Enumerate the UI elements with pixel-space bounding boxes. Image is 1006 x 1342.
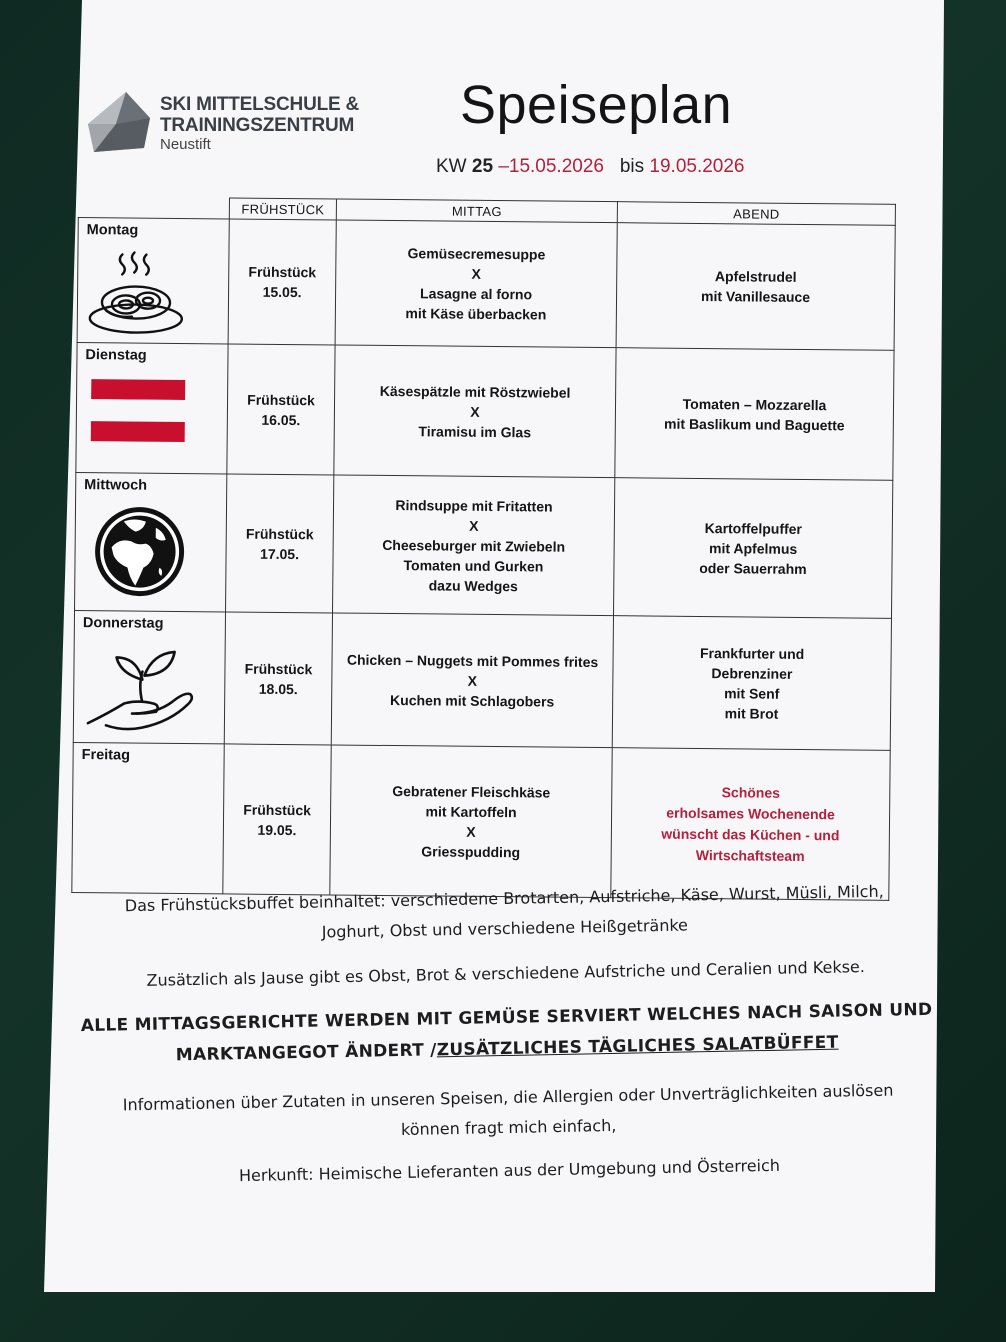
- fruehstueck-date: 19.05.: [257, 821, 297, 838]
- logo-location: Neustift: [160, 136, 211, 153]
- day-cell: [76, 342, 228, 473]
- mittag-line: Tiramisu im Glas: [418, 422, 532, 440]
- day-name: Dienstag: [85, 347, 147, 364]
- mittag-line: Tomaten und Gurken: [403, 556, 544, 574]
- logo-name-line2: TRAININGSZENTRUM: [160, 115, 355, 136]
- fruehstueck-cell: [224, 612, 332, 745]
- buffet-note-line1: Das Frühstücksbuffet beinhaltet: verschiedene Brotarten, Aufstriche, Käse, Wurst, Müsli, Milch,: [124, 881, 884, 916]
- abend-line: Apfelstrudel: [714, 268, 797, 285]
- page-title: Speiseplan: [460, 75, 733, 135]
- salad-buffet-note: ZUSÄTZLICHES TÄGLICHES SALATBÜFFET: [436, 1032, 839, 1061]
- day-name: Freitag: [81, 747, 131, 764]
- buffet-note-line2: Joghurt, Obst und verschiedene Heißgetränke: [321, 915, 689, 942]
- vegetable-note-line2: MARKTANGEGOT ÄNDERT /: [175, 1040, 437, 1066]
- fruehstueck-label: Frühstück: [244, 660, 313, 677]
- day-name: Donnerstag: [82, 615, 164, 632]
- abend-line: Debrenziner: [711, 664, 793, 682]
- column-mittag: MITTAG: [336, 199, 617, 223]
- mittag-line: X: [469, 517, 479, 534]
- fruehstueck-date: 15.05.: [262, 283, 302, 301]
- logo-name-line1: SKI MITTELSCHULE &: [160, 94, 360, 115]
- origin-note: Herkunft: Heimische Lieferanten aus der Umgebung und Österreich: [238, 1155, 781, 1186]
- abend-line: mit Vanillesauce: [701, 287, 811, 306]
- abend-cell: [616, 223, 895, 351]
- day-cell: [77, 218, 229, 344]
- column-fruehstueck: FRÜHSTÜCK: [229, 198, 336, 220]
- day-cell: [72, 742, 224, 893]
- mittag-line: Rindsuppe mit Fritatten: [395, 496, 553, 515]
- day-cell: [75, 472, 227, 611]
- day-row-mittwoch: [75, 472, 893, 618]
- abend-line: oder Sauerrahm: [699, 559, 807, 577]
- abend-line: mit Baslikum und Baguette: [664, 415, 845, 433]
- fruehstueck-label: Frühstück: [245, 525, 314, 542]
- fruehstueck-cell: [228, 219, 336, 345]
- abend-cell: [613, 478, 892, 619]
- mittag-line: Chicken – Nuggets mit Pommes frites: [346, 651, 599, 670]
- day-name: Mittwoch: [84, 477, 148, 494]
- mittag-line: X: [467, 672, 478, 689]
- abend-line: Frankfurter und: [699, 644, 805, 662]
- fruehstueck-cell: [226, 474, 334, 613]
- mittag-line: X: [471, 265, 482, 282]
- fruehstueck-date: 17.05.: [260, 545, 300, 562]
- weekend-greeting-line: erholsames Wochenende: [666, 804, 835, 822]
- mittag-cell: [330, 745, 612, 898]
- mittag-line: Griesspudding: [421, 842, 521, 860]
- mittag-line: mit Kartoffeln: [425, 802, 517, 820]
- weekend-greeting-line: Schönes: [721, 783, 781, 801]
- fruehstueck-label: Frühstück: [247, 391, 315, 408]
- allergy-note-line1: Informationen über Zutaten in unseren Speisen, die Allergien oder Unverträglichkeiten auslösen: [122, 1080, 894, 1115]
- weekend-greeting-line: wünscht das Küchen - und: [661, 825, 840, 843]
- menu-notes: [74, 876, 940, 1188]
- day-row-freitag: [72, 742, 890, 900]
- day-name: Montag: [86, 222, 139, 239]
- bis-label: bis: [619, 156, 645, 177]
- mountain-logo-icon: [86, 88, 152, 152]
- fruehstueck-cell: [227, 344, 335, 475]
- mittag-line: X: [470, 403, 480, 420]
- mittag-line: Käsespätzle mit Röstzwiebel: [379, 382, 571, 401]
- austria-flag-icon: [91, 375, 192, 446]
- date-to: 19.05.2026: [649, 156, 745, 177]
- fruehstueck-date: 16.05.: [261, 411, 301, 428]
- date-from: –15.05.2026: [498, 156, 604, 177]
- spaghetti-plate-icon: [86, 248, 187, 335]
- weekend-greeting-line: Wirtschaftsteam: [695, 846, 805, 864]
- abend-line: Kartoffelpuffer: [704, 519, 803, 537]
- globe-africa-icon: [93, 505, 190, 602]
- fruehstueck-label: Frühstück: [248, 263, 317, 281]
- kw-number: 25: [471, 156, 494, 177]
- abend-cell: [615, 348, 894, 481]
- mittag-cell: [335, 220, 617, 348]
- school-logo: [86, 88, 396, 158]
- mittag-line: Lasagne al forno: [419, 285, 533, 303]
- hand-plant-icon: [84, 645, 201, 736]
- kw-label: KW: [436, 156, 467, 177]
- mittag-line: Kuchen mit Schlagobers: [390, 691, 555, 710]
- day-cell: [73, 610, 225, 743]
- week-range: [436, 156, 745, 178]
- mittag-line: dazu Wedges: [428, 576, 518, 594]
- abend-line: mit Apfelmus: [708, 539, 798, 557]
- fruehstueck-cell: [223, 744, 331, 895]
- abend-cell: [612, 616, 891, 751]
- mittag-cell: [333, 475, 615, 616]
- vegetable-note: [76, 995, 937, 1073]
- mittag-line: Gemüsecremesuppe: [407, 245, 546, 263]
- column-abend: ABEND: [617, 202, 895, 226]
- fruehstueck-label: Frühstück: [243, 801, 312, 818]
- mittag-line: Cheeseburger mit Zwiebeln: [382, 536, 566, 555]
- allergy-note-line2: können fragt mich einfach,: [400, 1115, 617, 1140]
- abend-line: mit Senf: [724, 684, 780, 702]
- day-row-donnerstag: [73, 610, 891, 750]
- menu-table: [71, 196, 896, 901]
- vegetable-note-line1: ALLE MITTAGSGERICHTE WERDEN MIT GEMÜSE SERVIERT WELCHES NACH SAISON UND: [80, 999, 933, 1037]
- day-row-montag: [77, 218, 895, 351]
- jause-note: Zusätzlich als Jause gibt es Obst, Brot & verschiedene Aufstriche und Ceralien und Kekse.: [146, 957, 866, 990]
- mittag-cell: [334, 345, 616, 478]
- abend-line: mit Brot: [724, 704, 779, 722]
- fruehstueck-date: 18.05.: [258, 680, 298, 697]
- mittag-line: Gebratener Fleischkäse: [392, 782, 551, 801]
- header-empty-cell: [78, 197, 229, 219]
- allergy-note: [78, 1075, 939, 1151]
- mittag-cell: [331, 613, 613, 748]
- mittag-line: mit Käse überbacken: [405, 305, 547, 323]
- abend-line: Tomaten – Mozzarella: [682, 395, 827, 413]
- mittag-line: X: [466, 823, 476, 840]
- day-row-dienstag: [76, 342, 894, 480]
